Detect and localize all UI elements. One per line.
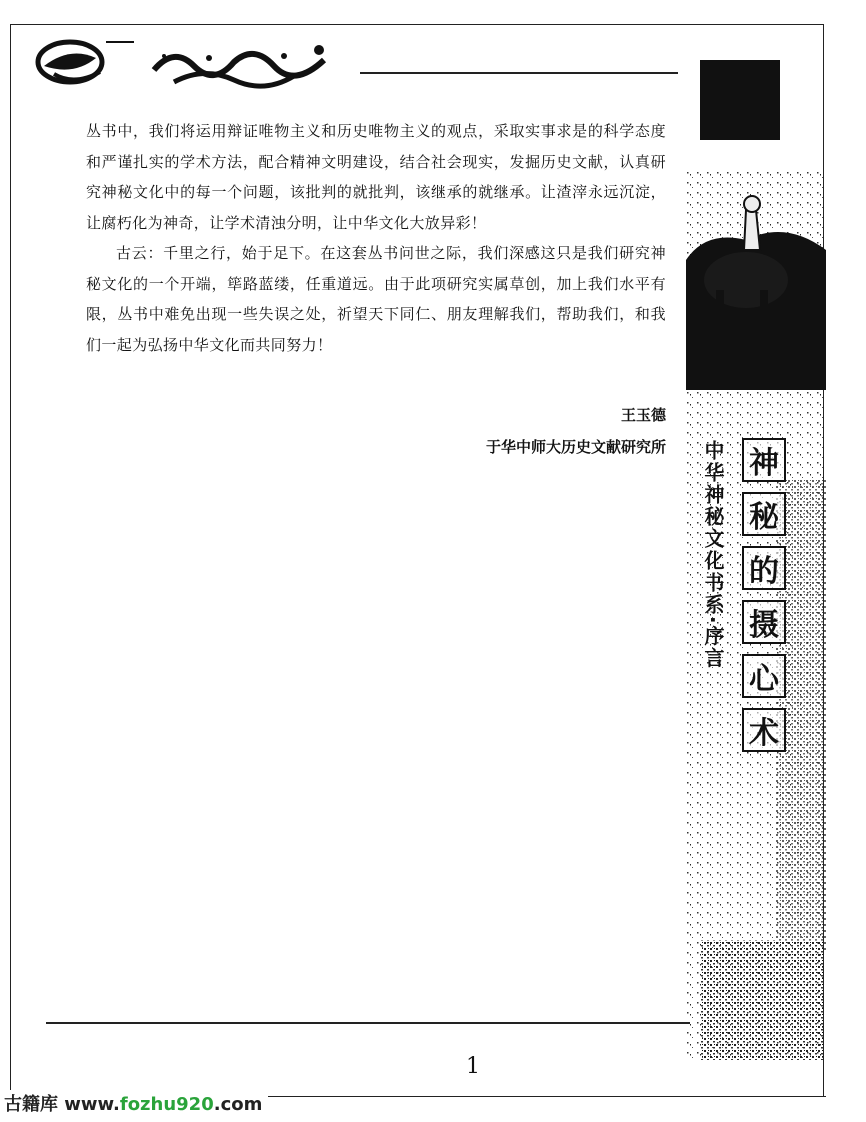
bottom-rule — [268, 1096, 826, 1097]
author-affiliation: 于华中师大历史文献研究所 — [485, 438, 666, 456]
series-title-vertical: 中华神秘文化书系·序言 — [701, 440, 725, 670]
book-title-char: 的 — [742, 546, 786, 590]
watermark-www: www. — [64, 1094, 120, 1115]
book-title-char: 神 — [742, 438, 786, 482]
watermark-prefix: 古籍库 — [4, 1094, 58, 1115]
watermark-tld: .com — [213, 1094, 263, 1115]
header-cloud-ornament — [34, 36, 364, 96]
header-rule — [360, 72, 678, 74]
book-title-char: 秘 — [742, 492, 786, 536]
author-name: 王玉德 — [620, 406, 666, 424]
watermark-domain: fozhu920 — [119, 1094, 214, 1115]
footer-rule — [46, 1022, 690, 1024]
preface-paragraph: 古云：千里之行，始于足下。在这套丛书问世之际，我们深感这只是我们研究神秘文化的一个开端，筚路蓝缕，任重道远。由于此项研究实属草创，加上我们水平有限，丛书中难免出现一些失误之处，祈望天下同仁、朋友理解我们，帮助我们，和我们一起为弘扬中华文化而共同努力！ — [86, 244, 666, 354]
page-number: 1 — [466, 1054, 480, 1079]
book-title-vertical — [742, 438, 790, 752]
book-title-char: 心 — [742, 654, 786, 698]
preface-body — [86, 116, 666, 360]
site-watermark — [4, 1090, 266, 1116]
book-title-char: 术 — [742, 708, 786, 752]
preface-paragraph: 丛书中，我们将运用辩证唯物主义和历史唯物主义的观点，采取实事求是的科学态度和严谨扎实的学术方法，配合精神文明建设，结合社会现实，发掘历史文献，认真研究神秘文化中的每一个问题，该批判的就批判，该继承的就继承。让渣滓永远沉淀，让腐朽化为神奇，让学术清浊分明，让中华文化大放异彩！ — [86, 122, 666, 232]
book-title-char: 摄 — [742, 600, 786, 644]
